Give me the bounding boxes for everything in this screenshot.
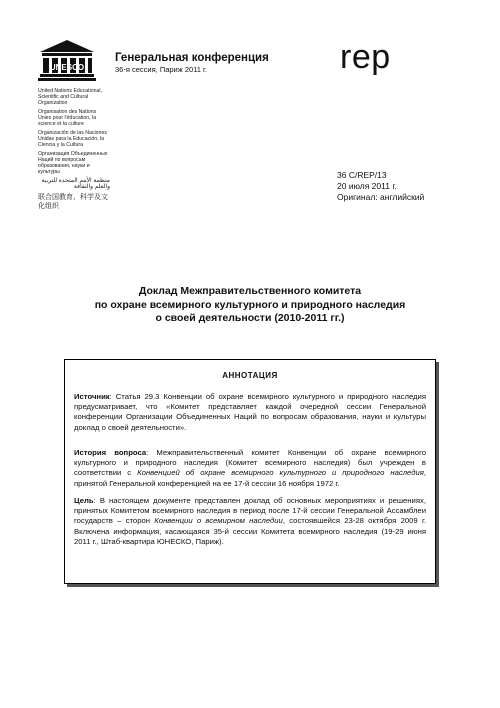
org-name-ar: منظمة الأمم المتحدة للتربية والعلم والثقافة	[41, 178, 110, 190]
abstract-history	[74, 448, 426, 489]
title-line-1: Доклад Межправительственного комитета	[138, 285, 362, 297]
abstract-box	[64, 359, 436, 584]
org-name-zh: 联合国教育、科学及文化组织	[38, 194, 108, 210]
abstract-purpose	[74, 496, 426, 547]
logo-text: UNESCO	[49, 63, 85, 72]
doc-number: 36 C/REP/13	[337, 170, 387, 180]
purpose-label: Цель	[74, 496, 94, 505]
doc-code: rep	[340, 38, 391, 76]
history-italic: Конвенцией об охране всемирного культурного и природного наследия	[137, 468, 424, 478]
org-name-es: Organización de las Naciones Unidas para la Educación, la Ciencia y la Cultura	[38, 130, 107, 148]
title-line-2: по охране всемирного культурного и природного наследия	[94, 298, 406, 311]
conference-header	[115, 52, 269, 74]
history-label: История вопроса	[74, 448, 147, 457]
source-label: Источник	[74, 392, 110, 401]
org-name-fr: Organisation des Nations Unies pour l'éducation, la science et la culture	[38, 109, 97, 127]
conference-title: Генеральная конференция	[115, 52, 269, 64]
unesco-logo	[36, 38, 98, 88]
document-reference	[337, 170, 424, 203]
org-name-ru: Организация Объединенных Наций по вопросам образования, науки и культуры	[38, 151, 108, 175]
doc-date: 20 июля 2011 г.	[337, 181, 397, 191]
abstract-heading: АННОТАЦИЯ	[222, 371, 278, 380]
session-info: 36-я сессия, Париж 2011 г.	[115, 65, 207, 74]
abstract-source	[74, 392, 426, 433]
purpose-text-2: , состоявшейся 23-28 октября 2009 г. Включена информация, касающаяся 35-й сессии Комитета всемирного наследия (19-29 июня 2011 г., Штаб-квартира ЮНЕСКО, Париж).	[74, 516, 426, 546]
source-text: : Статья 29.3 Конвенции об охране всемирного культурного и природного наследия предусматривает, что «Комитет представляет каждой очередной сессии Генеральной конференции Организации Объединенных Наций по вопросам образования, науки и культуры доклад о своей деятельности».	[74, 392, 426, 432]
organization-names	[38, 88, 110, 214]
history-text-2: , принятой Генеральной конференцией на ее 17-й сессии 16 ноября 1972 г.	[74, 468, 426, 488]
document-title	[40, 285, 460, 326]
purpose-italic: Конвенции о всемирном наследии	[154, 516, 283, 526]
org-name-en: United Nations Educational, Scientific and Cultural Organization	[38, 88, 103, 106]
unesco-logo-block	[22, 38, 110, 93]
doc-original-language: Оригинал: английский	[337, 192, 425, 202]
purpose-text-1: : В настоящем документе представлен доклад об основных мероприятиях и решениях, принятых Комитетом всемирного наследия в период после 17-й сессии Генеральной Ассамблеи государств – сторон	[74, 496, 426, 526]
title-line-3: о своей деятельности (2010-2011 гг.)	[155, 312, 345, 324]
history-text-1: : Межправительственный комитет Конвенции об охране всемирного культурного и природного наследия (Комитет всемирного наследия) был учрежден в соответствии с	[74, 448, 426, 478]
